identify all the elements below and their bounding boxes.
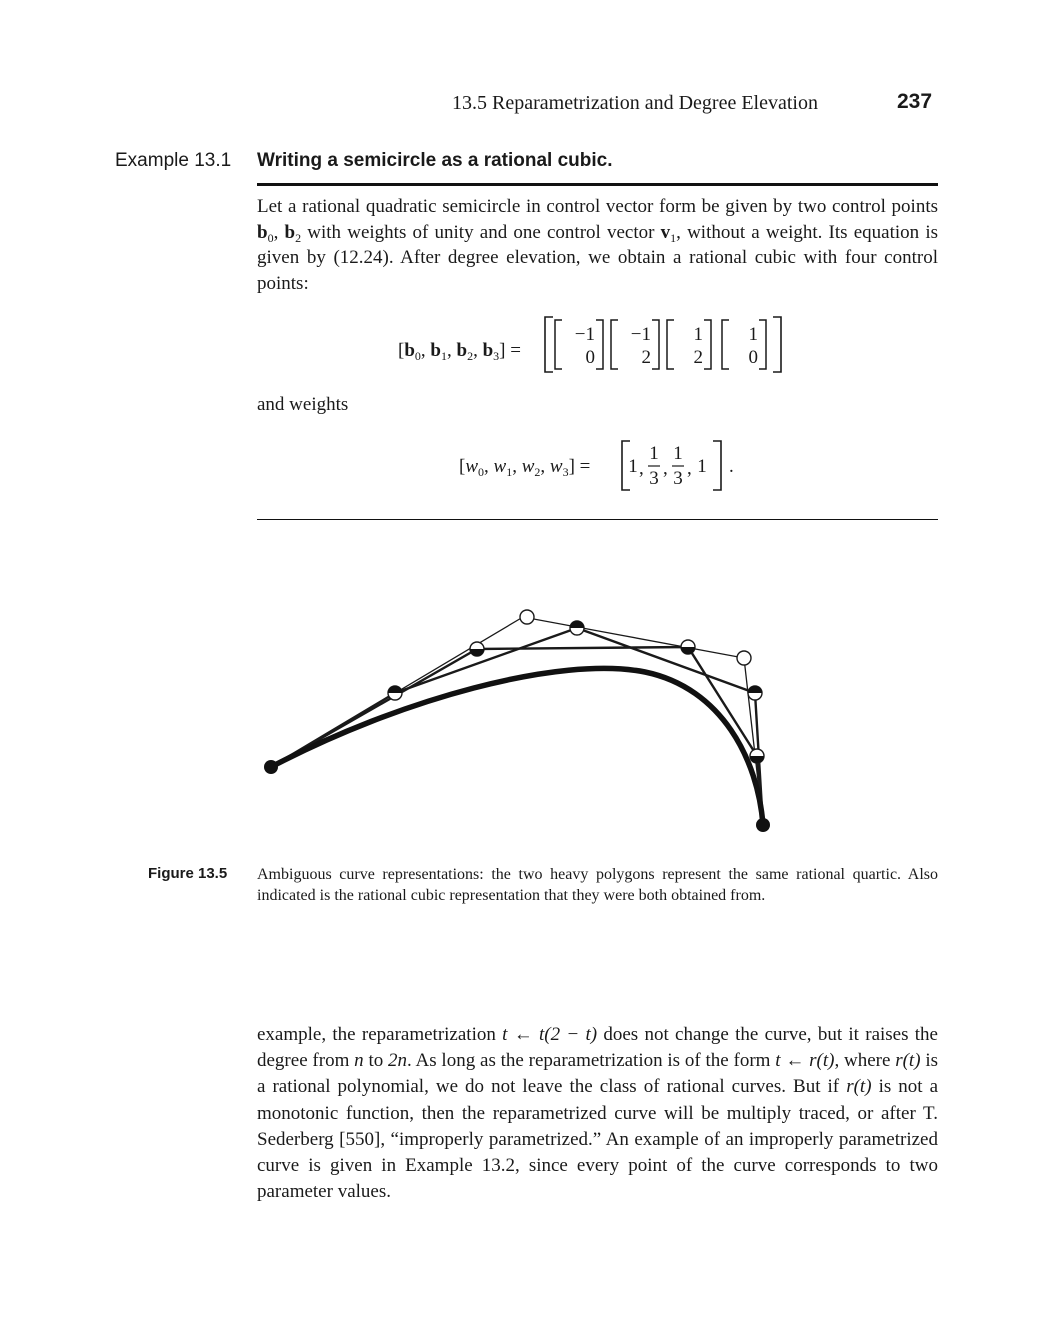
vector-entry: 1 — [693, 324, 703, 345]
example-label: Example 13.1 — [115, 150, 232, 171]
weight-value: 1 — [628, 456, 638, 477]
example-title: Writing a semicircle as a rational cubic. — [257, 150, 613, 171]
quartic-a-point-1 — [388, 686, 402, 700]
vector-entry: 1 — [748, 324, 758, 345]
weight-value: 1 — [697, 456, 707, 477]
vector-entry: 0 — [585, 347, 595, 368]
example-body: Let a rational quadratic semicircle in control vector form be given by two control points $b_0$, $b_2$ with weights of unity and one control vector $v_1$, without a weight. Its equation is given by (12.24). After degree elevation, we obtain a rational cubic with four control points: — [257, 196, 939, 294]
vector-entry: 2 — [641, 347, 651, 368]
points-lhs: [$b_0$, $b_1$, $b_2$, $b_3$] = — [398, 340, 521, 363]
endpoint-end — [756, 818, 770, 832]
endpoint-start — [264, 760, 278, 774]
figure-label: Figure 13.5 — [148, 865, 228, 882]
weight-numerator: 1 — [649, 443, 659, 464]
quartic-polygon-b — [271, 647, 763, 825]
body-paragraph: example, the reparametrization t ← t(2 − t) does not change the curve, but it raises the degree from n to 2n. As long as the reparametrization is of the form t ← r(t), where r(t) is a rational polynomial, we do not leave the class of rational curves. But if r(t) is not a monotonic function, then the reparametrized curve will be multiply traced, or after T. Sederberg [550], “improperly parametrized.” An example of an improperly parametrized curve is given in Example 13.2, since every point of the curve corresponds to two parameter values. — [257, 1024, 939, 1203]
weight-comma: , — [687, 458, 692, 479]
weights-lhs: [$w_0$, $w_1$, $w_2$, $w_3$] = — [459, 456, 591, 479]
weight-comma: , — [663, 458, 668, 479]
quartic-a-point-2 — [570, 621, 584, 635]
quartic-b-point-3 — [750, 749, 764, 763]
vector-entry: 0 — [748, 347, 758, 368]
quartic-b-point-2 — [681, 640, 695, 654]
weight-comma: , — [639, 458, 644, 479]
cubic-point-1 — [520, 610, 534, 624]
vector-entry: 2 — [693, 347, 703, 368]
and-weights-text: and weights — [257, 394, 349, 415]
weight-denominator: 3 — [673, 468, 683, 489]
quartic-b-point-1 — [470, 642, 484, 656]
weight-numerator: 1 — [673, 443, 683, 464]
running-head: 13.5 Reparametrization and Degree Elevation — [452, 92, 818, 114]
quartic-a-point-3 — [748, 686, 762, 700]
page-number: 237 — [897, 90, 933, 113]
vector-entry: −1 — [574, 324, 595, 345]
cubic-point-2 — [737, 651, 751, 665]
quartic-polygon-a — [271, 628, 763, 825]
vector-entry: −1 — [630, 324, 651, 345]
weight-denominator: 3 — [649, 468, 659, 489]
rational-curve — [271, 668, 763, 825]
weights-period: . — [729, 456, 734, 477]
figure-caption: Ambiguous curve representations: the two heavy polygons represent the same rational quartic. Also indicated is the rational cubic representation that they were both obtained from. — [257, 866, 938, 904]
